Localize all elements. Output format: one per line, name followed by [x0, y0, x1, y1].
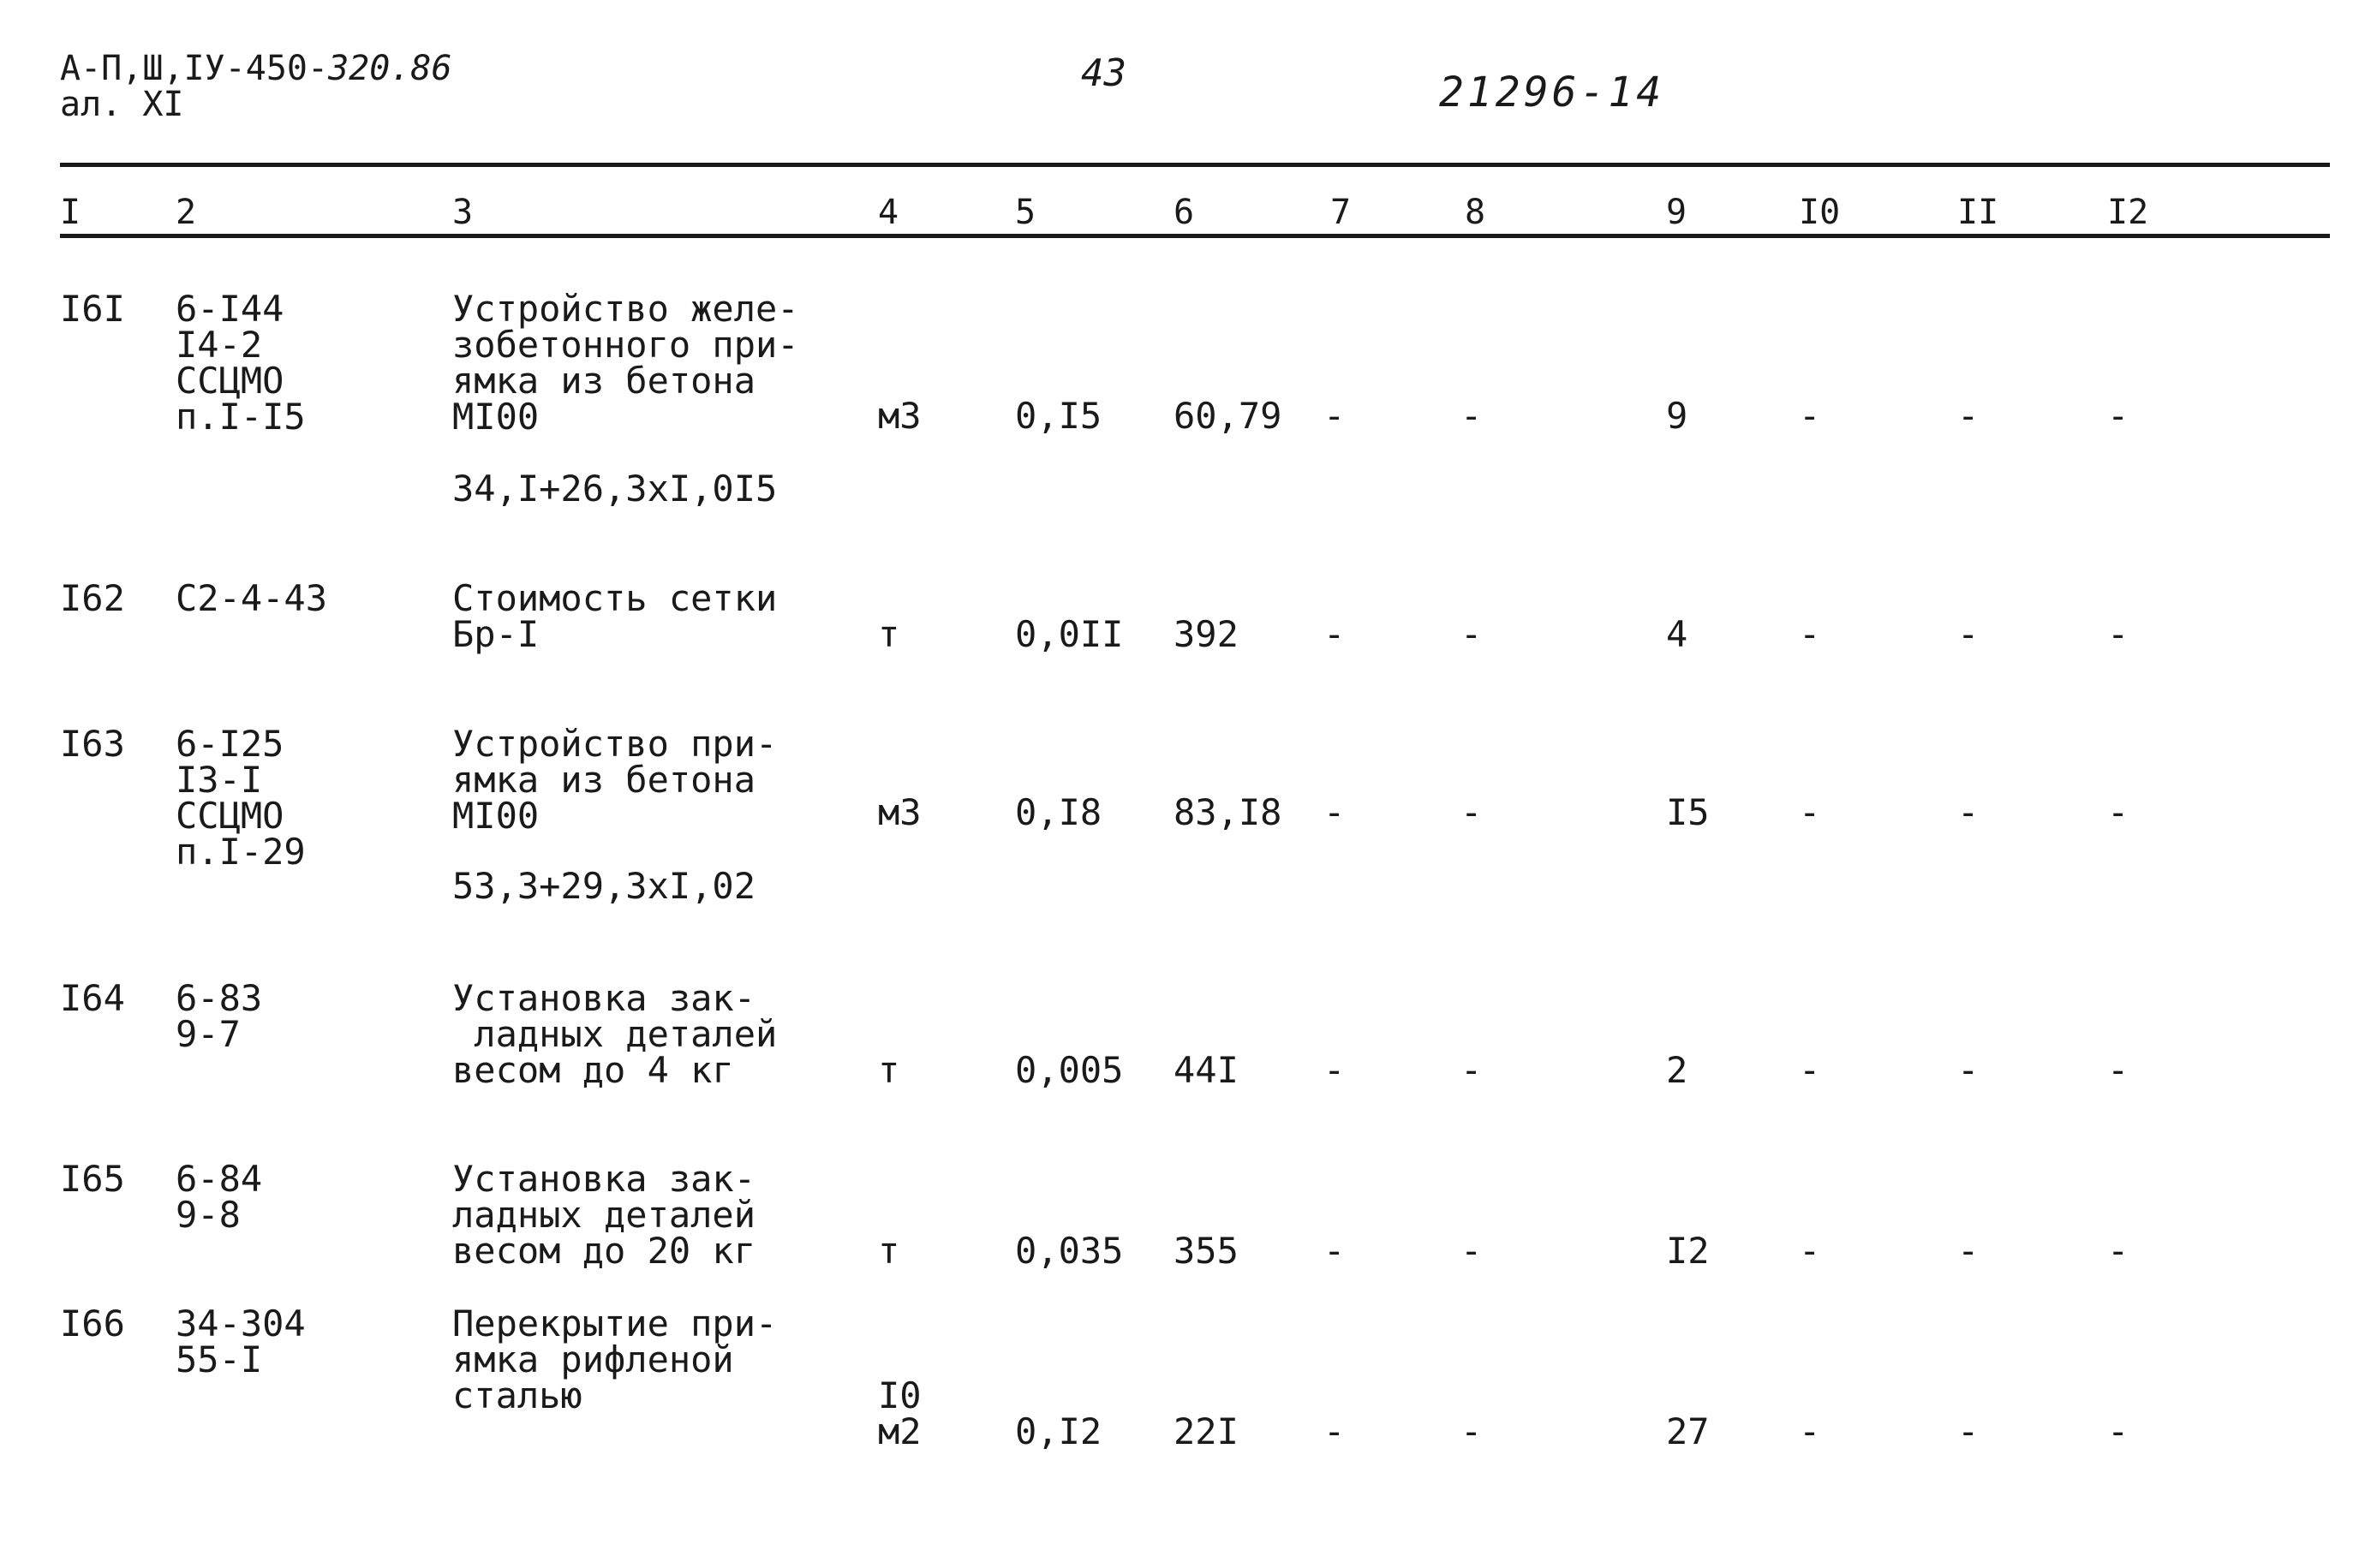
- column-header: 7: [1330, 193, 1352, 232]
- col-12-value: -: [2107, 1230, 2129, 1272]
- rate-code: 6-83 9-7: [176, 977, 263, 1055]
- row-number: I62: [60, 577, 125, 619]
- work-description: Устройство при- ямка из бетона МI00: [452, 723, 778, 837]
- row-number: I64: [60, 977, 125, 1019]
- col-7-value: -: [1323, 1410, 1346, 1452]
- unit-price: 22I: [1174, 1410, 1239, 1452]
- col-12-value: -: [2107, 1049, 2129, 1091]
- price-calculation: 53,3+29,3хI,02: [452, 865, 756, 907]
- col-8-value: -: [1460, 613, 1483, 655]
- unit-price: 355: [1174, 1230, 1239, 1272]
- unit-price: 60,79: [1174, 395, 1282, 437]
- col-10-value: -: [1799, 1230, 1821, 1272]
- column-header: 8: [1465, 193, 1486, 232]
- col-8-value: -: [1460, 1049, 1483, 1091]
- col-10-value: -: [1799, 395, 1821, 437]
- rate-code: С2-4-43: [176, 577, 328, 619]
- col-9-value: 4: [1666, 613, 1688, 655]
- quantity: 0,005: [1015, 1049, 1124, 1091]
- col-9-value: 9: [1666, 395, 1688, 437]
- unit: м3: [878, 395, 922, 437]
- price-calculation: 34,I+26,3хI,0I5: [452, 468, 778, 510]
- unit: м3: [878, 791, 922, 833]
- row-number: I66: [60, 1303, 125, 1344]
- col-11-value: -: [1957, 1410, 1980, 1452]
- work-description: Установка зак- ладных деталей весом до 20 кг: [452, 1158, 756, 1272]
- col-8-value: -: [1460, 395, 1483, 437]
- document-code-handwritten: 320.86: [328, 49, 452, 88]
- row-number: I6I: [60, 288, 125, 330]
- unit-price: 392: [1174, 613, 1239, 655]
- column-header: 6: [1174, 193, 1195, 232]
- sheet-label: ал. XI: [60, 85, 184, 124]
- col-10-value: -: [1799, 613, 1821, 655]
- col-12-value: -: [2107, 1410, 2129, 1452]
- unit: т: [878, 613, 900, 655]
- document-code-printed: А-П,Ш,IУ-450-: [60, 49, 329, 88]
- col-9-value: I2: [1666, 1230, 1710, 1272]
- column-header: I2: [2107, 193, 2149, 232]
- col-11-value: -: [1957, 613, 1980, 655]
- unit: I0 м2: [878, 1374, 922, 1452]
- col-10-value: -: [1799, 1410, 1821, 1452]
- column-header: 2: [176, 193, 197, 232]
- col-10-value: -: [1799, 1049, 1821, 1091]
- col-7-value: -: [1323, 395, 1346, 437]
- row-number: I65: [60, 1158, 125, 1200]
- col-12-value: -: [2107, 395, 2129, 437]
- col-11-value: -: [1957, 1049, 1980, 1091]
- column-header: I: [60, 193, 81, 232]
- col-9-value: 2: [1666, 1049, 1688, 1091]
- unit: т: [878, 1049, 900, 1091]
- col-7-value: -: [1323, 791, 1346, 833]
- col-9-value: 27: [1666, 1410, 1710, 1452]
- unit-price: 83,I8: [1174, 791, 1282, 833]
- unit: т: [878, 1230, 900, 1272]
- quantity: 0,0II: [1015, 613, 1124, 655]
- unit-price: 44I: [1174, 1049, 1239, 1091]
- column-header: 3: [452, 193, 474, 232]
- work-description: Перекрытие при- ямка рифленой сталью: [452, 1303, 778, 1416]
- col-7-value: -: [1323, 1049, 1346, 1091]
- col-12-value: -: [2107, 613, 2129, 655]
- col-12-value: -: [2107, 791, 2129, 833]
- col-11-value: -: [1957, 791, 1980, 833]
- col-10-value: -: [1799, 791, 1821, 833]
- column-header: 5: [1015, 193, 1036, 232]
- column-header: 9: [1666, 193, 1687, 232]
- col-8-value: -: [1460, 791, 1483, 833]
- col-11-value: -: [1957, 395, 1980, 437]
- quantity: 0,I5: [1015, 395, 1102, 437]
- col-11-value: -: [1957, 1230, 1980, 1272]
- col-9-value: I5: [1666, 791, 1710, 833]
- column-header: 4: [878, 193, 899, 232]
- document-number: 21296-14: [1439, 69, 1665, 116]
- rate-code: 6-84 9-8: [176, 1158, 263, 1236]
- column-header: I0: [1799, 193, 1841, 232]
- column-header: II: [1957, 193, 1999, 232]
- quantity: 0,035: [1015, 1230, 1124, 1272]
- row-number: I63: [60, 723, 125, 765]
- work-description: Установка зак- ладных деталей весом до 4 кг: [452, 977, 778, 1091]
- rate-code: 34-304 55-I: [176, 1303, 306, 1380]
- col-8-value: -: [1460, 1230, 1483, 1272]
- work-description: Устройство желе- зобетонного при- ямка из бетона МI00: [452, 288, 799, 438]
- quantity: 0,I8: [1015, 791, 1102, 833]
- rate-code: 6-I44 I4-2 ССЦМО п.I-I5: [176, 288, 306, 438]
- work-description: Стоимость сетки Бр-I: [452, 577, 778, 655]
- rate-code: 6-I25 I3-I ССЦМО п.I-29: [176, 723, 306, 873]
- page-number: 43: [1081, 51, 1126, 95]
- col-7-value: -: [1323, 1230, 1346, 1272]
- col-7-value: -: [1323, 613, 1346, 655]
- col-8-value: -: [1460, 1410, 1483, 1452]
- quantity: 0,I2: [1015, 1410, 1102, 1452]
